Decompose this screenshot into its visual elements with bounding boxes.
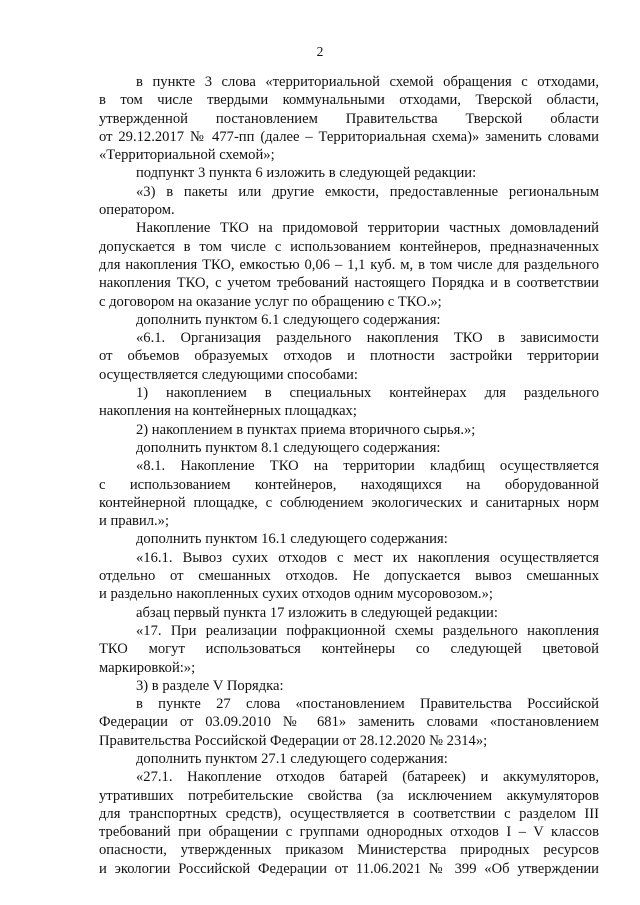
text-line: и экологии Российской Федерации от 11.06.2021 № 399 «Об утверждении [99, 860, 599, 877]
text-line: для накопления ТКО, емкостью 0,06 – 1,1 куб. м, в том числе для раздельного [99, 256, 599, 273]
text-line: с использованием контейнеров, находящихся на оборудованной [99, 476, 599, 493]
text-line: накопления ТКО, с учетом требований настоящего Порядка и в соответствии [99, 275, 599, 292]
paragraph-p17 [99, 750, 599, 768]
text-line: «6.1. Организация раздельного накопления ТКО в зависимости [136, 330, 599, 347]
text-line: «27.1. Накопление отходов батарей (батареек) и аккумуляторов, [136, 769, 599, 786]
page-number: 2 [316, 44, 324, 59]
text-line: «17. При реализации пофракционной схемы раздельного накопления [136, 622, 599, 639]
paragraph-p1 [99, 73, 599, 164]
paragraph-p16 [99, 695, 599, 750]
text-line: дополнить пунктом 27.1 следующего содержания: [136, 750, 448, 767]
paragraph-p18 [99, 768, 599, 878]
text-line: Правительства Российской Федерации от 28.12.2020 № 2314»; [99, 732, 488, 749]
paragraph-p12 [99, 549, 599, 604]
text-line: контейнерной площадке, с соблюдением экологических и санитарных норм [99, 494, 599, 511]
text-line: опасности, утвержденных приказом Министерства природных ресурсов [99, 842, 599, 859]
text-line: требований при обращении с группами однородных отходов I – V классов [99, 824, 599, 841]
text-line: с договором на оказание услуг по обращению с ТКО.»; [99, 293, 442, 310]
text-line: от объемов образуемых отходов и плотности застройки территории [99, 348, 599, 365]
paragraph-p5 [99, 311, 599, 329]
paragraph-p10 [99, 457, 599, 530]
text-line: подпункт 3 пункта 6 изложить в следующей редакции: [136, 165, 477, 182]
text-line: в пункте 3 слова «территориальной схемой обращения с отходами, [136, 74, 599, 90]
text-line: осуществляется следующими способами: [99, 366, 358, 383]
text-line: в пункте 27 слова «постановлением Правительства Российской [136, 696, 599, 713]
text-line: «8.1. Накопление ТКО на территории кладбищ осуществляется [136, 458, 599, 475]
text-line: «Территориальной схемой»; [99, 147, 275, 164]
text-line: 3) в разделе V Порядка: [136, 677, 284, 694]
text-line: дополнить пунктом 6.1 следующего содержания: [136, 311, 441, 328]
text-line: дополнить пунктом 8.1 следующего содержания: [136, 439, 441, 456]
text-line: утвержденной постановлением Правительства Тверской области [99, 110, 599, 127]
paragraph-p7 [99, 384, 599, 421]
paragraph-p11 [99, 530, 599, 548]
paragraph-p6 [99, 329, 599, 384]
text-line: оператором. [99, 202, 175, 219]
text-line: накопления на контейнерных площадках; [99, 403, 357, 420]
text-line: абзац первый пункта 17 изложить в следующей редакции: [136, 604, 498, 621]
text-line: «3) в пакеты или другие емкости, предоставленные региональным [136, 183, 599, 200]
text-line: «16.1. Вывоз сухих отходов с мест их накопления осуществляется [136, 549, 599, 566]
text-line: 1) накоплением в специальных контейнерах для раздельного [136, 385, 599, 402]
text-line: 2) накоплением в пунктах приема вторичного сырья.»; [136, 421, 476, 438]
paragraph-p15 [99, 677, 599, 695]
document-body [99, 73, 599, 878]
text-line: в том числе твердыми коммунальными отходами, Тверской области, [99, 92, 599, 109]
paragraph-p8 [99, 421, 599, 439]
paragraph-p9 [99, 439, 599, 457]
paragraph-p4 [99, 219, 599, 310]
text-line: от 29.12.2017 № 477-пп (далее – Территориальная схема)» заменить словами [99, 128, 599, 145]
paragraph-p14 [99, 622, 599, 677]
text-line: Федерации от 03.09.2010 № 681» заменить словами «постановлением [99, 714, 599, 731]
text-line: Накопление ТКО на придомовой территории частных домовладений [136, 220, 599, 237]
text-line: для транспортных средств), осуществляется в соответствии с разделом III [99, 805, 599, 822]
paragraph-p3 [99, 183, 599, 220]
paragraph-p13 [99, 604, 599, 622]
text-line: и правил.»; [99, 513, 170, 530]
text-line: маркировкой:»; [99, 659, 196, 676]
paragraph-p2 [99, 164, 599, 182]
text-line: утративших потребительские свойства (за исключением аккумуляторов [99, 787, 599, 804]
text-line: ТКО могут использоваться контейнеры со следующей цветовой [99, 641, 599, 658]
text-line: допускается в том числе с использованием контейнеров, предназначенных [99, 238, 599, 255]
text-line: и раздельно накопленных сухих отходов одним мусоровозом.»; [99, 586, 493, 603]
text-line: отдельно от смешанных отходов. Не допускается вывоз смешанных [99, 568, 599, 585]
text-line: дополнить пунктом 16.1 следующего содержания: [136, 531, 448, 548]
